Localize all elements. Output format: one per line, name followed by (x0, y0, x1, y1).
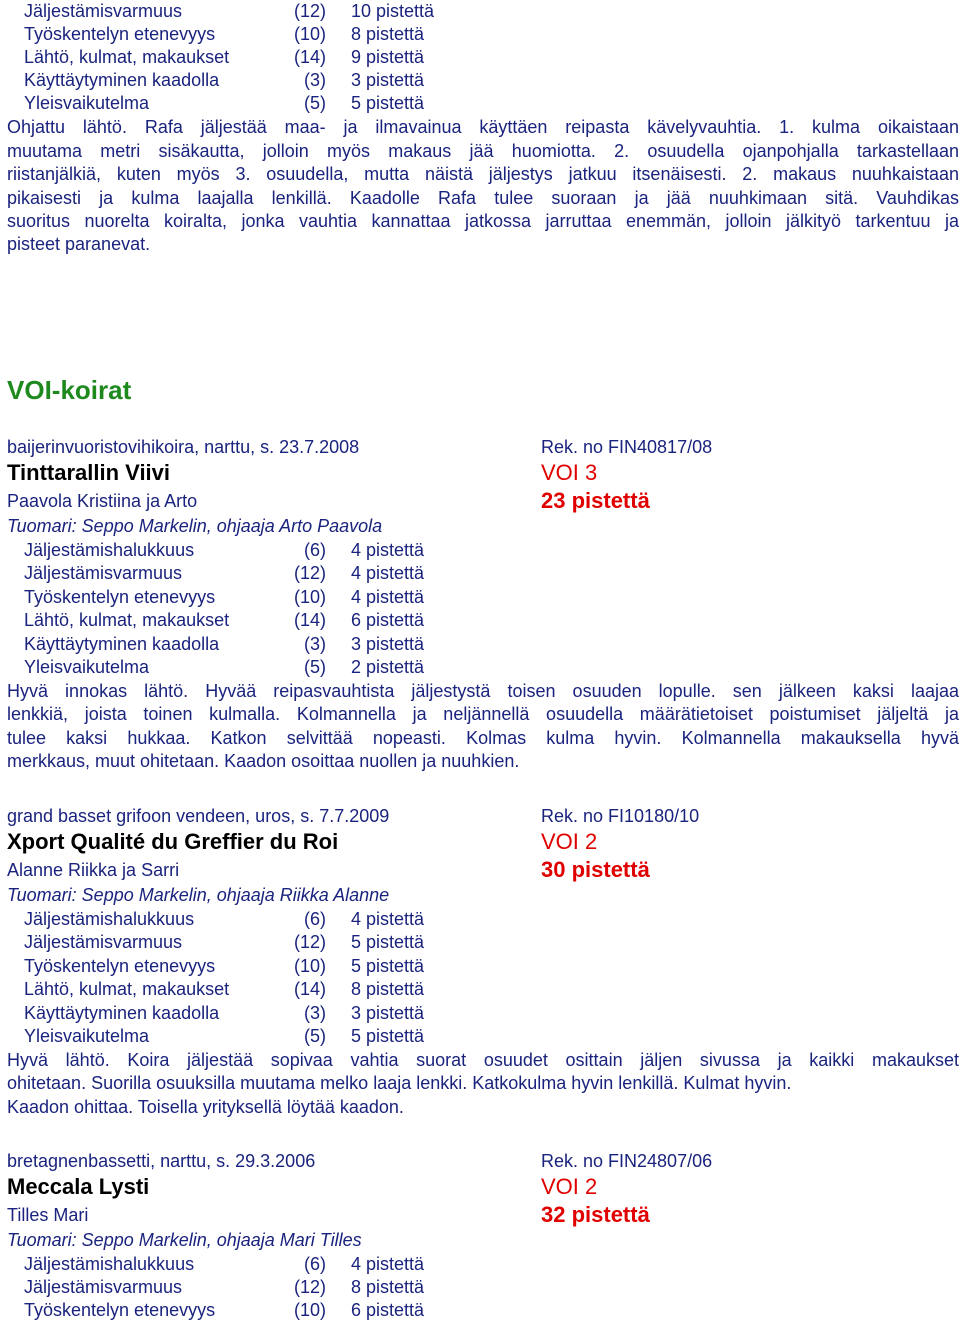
score-points: 4 pistettä (351, 587, 425, 607)
score-points: 4 pistettä (351, 540, 425, 560)
dog-breed: bretagnenbassetti, narttu, s. 29.3.2006 (7, 1151, 316, 1171)
score-max: (5) (304, 657, 326, 677)
paragraph-line: tulee kaksi hukkaa. Katkon selvittää nopeasti. Kolmas kulma hyvin. Kolmannella makauksella hyvä (7, 728, 959, 748)
dog-class: VOI 2 (541, 1174, 598, 1199)
judges-line: Tuomari: Seppo Markelin, ohjaaja Arto Paavola (7, 516, 383, 536)
dog-breed: grand basset grifoon vendeen, uros, s. 7.7.2009 (7, 806, 390, 826)
section-title: VOI-koirat (7, 375, 132, 405)
dog-total-points: 30 pistettä (541, 857, 650, 882)
dog-registration: Rek. no FI10180/10 (541, 806, 700, 826)
score-label: Yleisvaikutelma (24, 657, 150, 677)
dog-registration: Rek. no FIN40817/08 (541, 437, 713, 457)
score-max: (5) (304, 1026, 326, 1046)
score-label: Lähtö, kulmat, makaukset (24, 610, 230, 630)
score-label: Yleisvaikutelma (24, 1026, 150, 1046)
score-label: Jäljestämisvarmuus (24, 563, 183, 583)
score-max: (6) (304, 909, 326, 929)
score-points: 10 pistettä (351, 1, 435, 21)
dog-owner: Tilles Mari (7, 1205, 89, 1225)
score-points: 4 pistettä (351, 1254, 425, 1274)
judges-line: Tuomari: Seppo Markelin, ohjaaja Riikka Alanne (7, 885, 390, 905)
score-max: (14) (293, 47, 326, 67)
paragraph-line: Ohjattu lähtö. Rafa jäljestää maa- ja ilmavainua käyttäen reipasta kävelyvauhtia. 1. kulma oikaistaan (7, 117, 959, 137)
score-points: 3 pistettä (351, 70, 425, 90)
score-max: (12) (293, 1277, 326, 1297)
score-points: 3 pistettä (351, 1003, 425, 1023)
dog-owner: Paavola Kristiina ja Arto (7, 491, 198, 511)
score-points: 5 pistettä (351, 932, 425, 952)
score-max: (3) (304, 634, 326, 654)
paragraph-line: ohitetaan. Suorilla osuuksilla muutama melko laaja lenkki. Katkokulma hyvin lenkillä. Kulmat hyvin. (7, 1073, 792, 1093)
judges-line: Tuomari: Seppo Markelin, ohjaaja Mari Tilles (7, 1230, 362, 1250)
paragraph-line: Hyvä lähtö. Koira jäljestää sopivaa vahtia suorat osuudet osittain jäljen sivussa ja kaikki makaukset (7, 1050, 959, 1070)
score-label: Jäljestämishalukkuus (24, 909, 195, 929)
score-points: 5 pistettä (351, 93, 425, 113)
paragraph-line: Hyvä innokas lähtö. Hyvää reipasvauhtista jäljestystä toisen osuuden lopulle. sen jälkeen kaksi laajaa (7, 681, 959, 701)
paragraph-line: lenkkiä, joista toinen kulmalla. Kolmannella ja neljännellä osuudella määrätietoiset poistumiset jäljeltä ja (7, 704, 959, 724)
paragraph-line: suoritus nuorelta koiralta, jonka vauhtia kannattaa jatkossa jarruttaa enemmän, jolloin jälkityö tarkentuu ja (7, 211, 959, 231)
dog-total-points: 23 pistettä (541, 488, 650, 513)
dog-total-points: 32 pistettä (541, 1202, 650, 1227)
dog-owner: Alanne Riikka ja Sarri (7, 860, 180, 880)
score-max: (6) (304, 540, 326, 560)
score-label: Jäljestämisvarmuus (24, 1, 183, 21)
dog-breed: baijerinvuoristovihikoira, narttu, s. 23.7.2008 (7, 437, 360, 457)
score-max: (10) (293, 1300, 326, 1320)
dog-class: VOI 3 (541, 460, 598, 485)
score-points: 3 pistettä (351, 634, 425, 654)
score-max: (3) (304, 70, 326, 90)
paragraph-line: muutama metri sisäkautta, jolloin myös makaus jää huomiotta. 2. osuudella ojanpohjalla tarkastellaan (7, 141, 959, 161)
score-max: (10) (293, 587, 326, 607)
score-label: Yleisvaikutelma (24, 93, 150, 113)
score-max: (14) (293, 979, 326, 999)
score-label: Jäljestämisvarmuus (24, 1277, 183, 1297)
score-points: 5 pistettä (351, 956, 425, 976)
score-max: (10) (293, 956, 326, 976)
score-label: Käyttäytyminen kaadolla (24, 70, 220, 90)
score-max: (5) (304, 93, 326, 113)
score-points: 8 pistettä (351, 979, 425, 999)
score-points: 8 pistettä (351, 1277, 425, 1297)
score-points: 6 pistettä (351, 610, 425, 630)
dog-name: Meccala Lysti (7, 1174, 150, 1199)
score-max: (10) (293, 24, 326, 44)
score-label: Työskentelyn etenevyys (24, 956, 216, 976)
paragraph-line: pisteet paranevat. (7, 234, 151, 254)
score-points: 5 pistettä (351, 1026, 425, 1046)
paragraph-line: merkkaus, muut ohitetaan. Kaadon osoittaa nuollen ja nuuhkien. (7, 751, 520, 771)
dog-name: Xport Qualité du Greffier du Roi (7, 829, 339, 854)
score-label: Käyttäytyminen kaadolla (24, 1003, 220, 1023)
score-label: Jäljestämisvarmuus (24, 932, 183, 952)
score-max: (3) (304, 1003, 326, 1023)
score-label: Lähtö, kulmat, makaukset (24, 47, 230, 67)
score-label: Jäljestämishalukkuus (24, 540, 195, 560)
dog-registration: Rek. no FIN24807/06 (541, 1151, 713, 1171)
paragraph-line: pikaisesti ja kulma laajalla lenkillä. Kaadolle Rafa tulee suoraan ja jää nuuhkimaan sitä. Vauhdikas (7, 188, 959, 208)
score-label: Jäljestämishalukkuus (24, 1254, 195, 1274)
score-max: (12) (293, 563, 326, 583)
dog-name: Tinttarallin Viivi (7, 460, 171, 485)
score-max: (6) (304, 1254, 326, 1274)
score-points: 9 pistettä (351, 47, 425, 67)
score-points: 6 pistettä (351, 1300, 425, 1320)
score-max: (12) (293, 1, 326, 21)
score-label: Lähtö, kulmat, makaukset (24, 979, 230, 999)
paragraph-line: Kaadon ohittaa. Toisella yrityksellä löytää kaadon. (7, 1097, 404, 1117)
score-points: 8 pistettä (351, 24, 425, 44)
score-points: 2 pistettä (351, 657, 425, 677)
dog-class: VOI 2 (541, 829, 598, 854)
paragraph-line: riistanjälkiä, kuten myös 3. osuudella, mutta näistä jäljestys jatkuu itsenäisesti. 2. makaus nuuhkaistaan (7, 164, 959, 184)
score-max: (14) (293, 610, 326, 630)
score-label: Työskentelyn etenevyys (24, 24, 216, 44)
score-points: 4 pistettä (351, 909, 425, 929)
score-max: (12) (293, 932, 326, 952)
score-label: Käyttäytyminen kaadolla (24, 634, 220, 654)
score-points: 4 pistettä (351, 563, 425, 583)
score-label: Työskentelyn etenevyys (24, 1300, 216, 1320)
score-label: Työskentelyn etenevyys (24, 587, 216, 607)
